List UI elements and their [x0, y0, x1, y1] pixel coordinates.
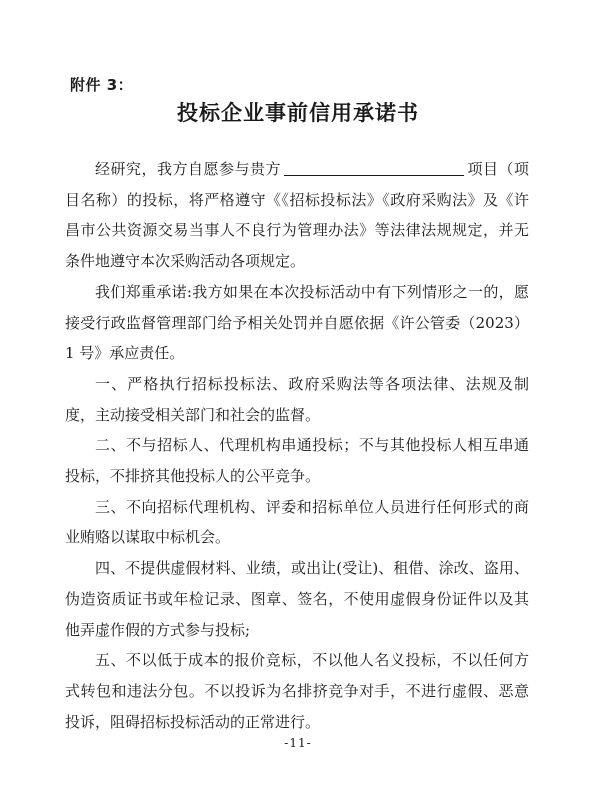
- paragraph-commitment: 我们郑重承诺:我方如果在本次投标活动中有下列情形之一的，愿接受行政监督管理部门给予相关处罚并自愿依据《许公管委（2023）1 号》承应责任。: [65, 282, 529, 363]
- intro-text-before-blank: 经研究，我方自愿参与贵方: [95, 160, 281, 178]
- paragraph-item-4: 四、不提供虚假材料、业绩，或出让(受让)、租借、涂改、盗用、伪造资质证书或年检记录、图章、签名，不使用虚假身份证件以及其他弄虚作假的方式参与投标;: [65, 559, 529, 639]
- document-body: [65, 154, 529, 737]
- document-title: 投标企业事前信用承诺书: [177, 101, 419, 125]
- paragraph-item-2: 二、不与招标人、代理机构串通投标；不与其他投标人相互串通投标，不排挤其他投标人的公平竞争。: [65, 436, 529, 486]
- paragraph-intro: [65, 154, 529, 277]
- attachment-label: 附件 3：: [70, 76, 134, 94]
- project-name-blank: [284, 159, 464, 176]
- page-number: -11-: [284, 736, 312, 750]
- intro-text-after-blank: 项目（项目名称）的投标，将严格遵守《《招标投标法》《政府采购法》及《许昌市公共资源交易当事人不良行为管理办法》等法律法规规定，并无条件地遵守本次采购活动各项规定。: [65, 160, 529, 271]
- paragraph-item-5: 五、不以低于成本的报价竞标，不以他人名义投标，不以任何方式转包和违法分包。不以投诉为名排挤竞争对手，不进行虚假、恶意投诉，阻碍招标投标活动的正常进行。: [65, 651, 529, 731]
- paragraph-item-1: 一、严格执行招标投标法、政府采购法等各项法律、法规及制度，主动接受相关部门和社会的监督。: [65, 374, 529, 424]
- paragraph-item-3: 三、不向招标代理机构、评委和招标单位人员进行任何形式的商业贿赂以谋取中标机会。: [65, 497, 529, 547]
